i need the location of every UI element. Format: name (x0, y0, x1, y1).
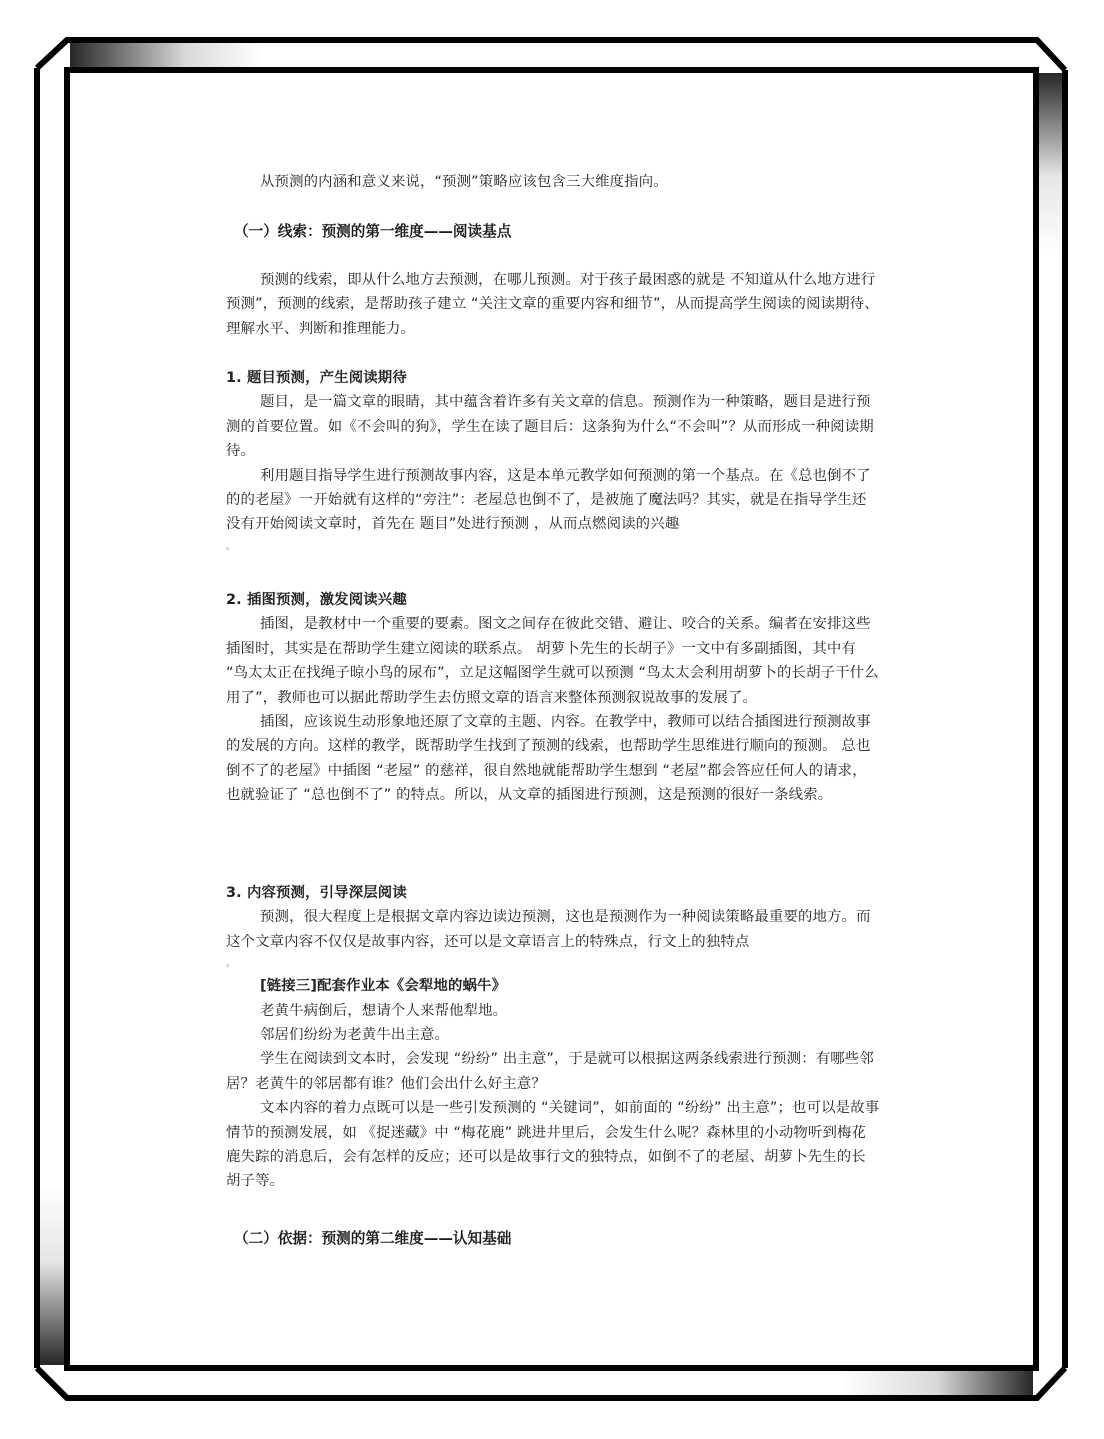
intro-paragraph (226, 170, 880, 194)
subsection1-heading: 1. 题目预测，产生阅读期待 (226, 370, 407, 386)
section1-heading: （一）线索：预测的第一维度——阅读基点 (234, 223, 512, 240)
subsection1-paragraph1: 题目，是一篇文章的眼睛，其中蕴含着许多有关文章的信息。预测作为一种策略，题目是进行预测的首要位置。如《不会叫的狗》，学生在读了题目后：这条狗为什么“不会叫”？从而形成一种阅读期待。 (226, 394, 874, 460)
subsection2 (226, 588, 880, 808)
subsection3 (226, 881, 880, 1194)
subsection3-paragraph2: 学生在阅读到文本时，会发现 “纷纷” 出主意”，于是就可以根据这两条线索进行预测：有哪些邻居？老黄牛的邻居都有谁？他们会出什么好主意？ (226, 1051, 874, 1092)
subsection3-heading: 3. 内容预测，引导深层阅读 (226, 885, 407, 901)
subsection2-paragraph1: 插图，是教材中一个重要的要素。图文之间存在彼此交错、避让、咬合的关系。编者在安排这些插图时，其实是在帮助学生建立阅读的联系点。 胡萝卜先生的长胡子》一文中有多副插图，其中有 “鸟太太正在找绳子晾小鸟的尿布”，立足这幅图学生就可以预测 “鸟太太会利用胡萝卜的长胡子干什么用了”，教师也可以据此帮助学生去仿照文章的语言来整体预测叙说故事的发展了。 (226, 616, 879, 706)
subsection3-tail: 。 (226, 959, 236, 970)
subsection3-paragraph3: 文本内容的着力点既可以是一些引发预测的 “关键词”，如前面的 “纷纷” 出主意”；也可以是故事情节的预测发展，如 《捉迷藏》中 “梅花鹿” 跳进井里后，会发生什么呢？森林里的小动物听到梅花鹿失踪的消息后，会有怎样的反应；还可以是故事行文的独特点，如倒不了的老屋、胡萝卜先生的长胡子等。 (226, 1100, 880, 1190)
link-title: [链接三]配套作业本《会犁地的蜗牛》 (260, 978, 507, 995)
subsection1-paragraph2: 利用题目指导学生进行预测故事内容，这是本单元教学如何预测的第一个基点。在《总也倒不了的的老屋》一开始就有这样的“旁注”：老屋总也倒不了，是被施了魔法吗？其实，就是在指导学生还没有开始阅读文章时，首先在 题目”处进行预测 ，从而点燃阅读的兴趣 (226, 467, 871, 533)
subsection1 (226, 366, 880, 557)
section1-paragraph (226, 268, 880, 341)
subsection3-paragraph1: 预测，很大程度上是根据文章内容边读边预测，这也是预测作为一种阅读策略最重要的地方。而这个文章内容不仅仅是故事内容，还可以是文章语言上的特殊点，行文上的独特点 (226, 909, 871, 950)
section1-text: 预测的线索，即从什么地方去预测，在哪儿预测。对于孩子最困惑的就是 不知道从什么地方进行预测”，预测的线索，是帮助孩子建立 “关注文章的重要内容和细节”，从而提高学生阅读的阅读期待、理解水平、判断和推理能力。 (226, 272, 879, 337)
link-line1: 老黄牛病倒后，想请个人来帮他犁地。 (260, 1002, 508, 1019)
subsection2-paragraph2: 插图，应该说生动形象地还原了文章的主题、内容。在教学中，教师可以结合插图进行预测故事的发展的方向。这样的教学，既帮助学生找到了预测的线索，也帮助学生思维进行顺向的预测。 总也倒不了的老屋》中插图 “老屋” 的慈祥，很自然地就能帮助学生想到 “老屋”都会答应任何人的请求，也就验证了 “总也倒不了” 的特点。所以，从文章的插图进行预测，这是预测的很好一条线索。 (226, 714, 871, 804)
subsection1-tail: 。 (226, 541, 236, 552)
section2-heading: （二）依据：预测的第二维度——认知基础 (234, 1230, 512, 1247)
link-line2: 邻居们纷纷为老黄牛出主意。 (260, 1027, 450, 1044)
subsection2-heading: 2. 插图预测，激发阅读兴趣 (226, 592, 407, 608)
intro-text: 从预测的内涵和意义来说，“预测”策略应该包含三大维度指向。 (260, 174, 668, 190)
